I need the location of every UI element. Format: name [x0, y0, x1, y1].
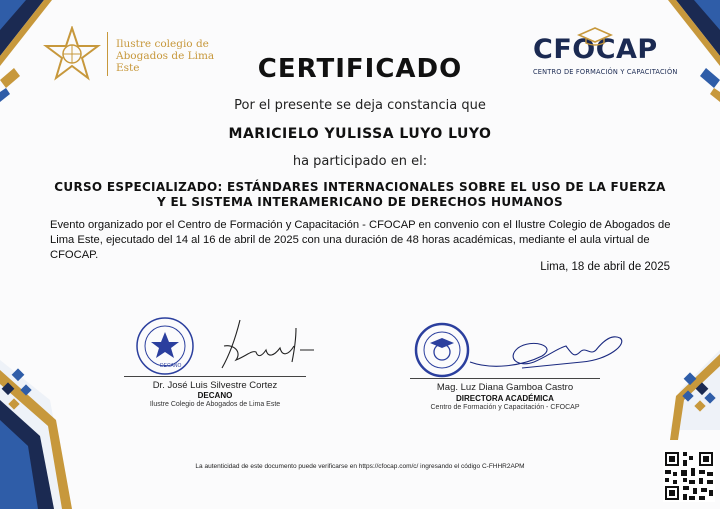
signer-2-role: DIRECTORA ACADÉMICA	[456, 394, 554, 403]
graduation-cap-icon	[577, 26, 613, 46]
signer-1-name: Dr. José Luis Silvestre Cortez	[152, 380, 278, 391]
decano-signature	[200, 316, 330, 374]
participated-text: ha participado en el:	[292, 154, 428, 169]
directora-signature	[462, 326, 638, 376]
signature-line-1	[124, 376, 306, 377]
seal-label: DECANO	[160, 363, 182, 369]
issue-date: Lima, 18 de abril de 2025	[540, 261, 670, 273]
qr-code[interactable]	[663, 450, 715, 502]
recipient-name: MARICIELO YULISSA LUYO LUYO	[228, 126, 492, 142]
signer-1-role: DECANO	[197, 391, 233, 400]
corner-decoration-bottom-left	[0, 340, 80, 509]
signer-1-org: Ilustre Colegio de Abogados de Lima Este	[149, 401, 281, 408]
cfocap-logo-text: CFOCAP	[533, 34, 658, 65]
course-name: CURSO ESPECIALIZADO: ESTÁNDARES INTERNACIONALES SOBRE EL USO DE LA FUERZA Y EL SISTEMA INTERAMERICANO DE DERECHOS HUMANOS	[54, 180, 666, 209]
colegio-logo-text: Ilustre colegio de Abogados de Lima Este	[116, 38, 215, 74]
signature-line-2	[410, 378, 600, 379]
certificate-title: CERTIFICADO	[257, 54, 463, 84]
intro-text: Por el presente se deja constancia que	[234, 98, 486, 113]
verification-text: La autenticidad de este documento puede verificarse en https://cfocap.com/c/ ingresando el código C-FHHR2APM	[195, 463, 525, 470]
event-description: Evento organizado por el Centro de Formación y Capacitación - CFOCAP en convenio con el Ilustre Colegio de Abogados de Lima Este, ejecutado del 14 al 16 de abril de 2025 con una duración de 48 horas académicas, mediante el aula virtual de CFOCAP.	[50, 219, 671, 261]
signer-2-name: Mag. Luz Diana Gamboa Castro	[436, 382, 574, 393]
cfocap-logo-subtitle: CENTRO DE FORMACIÓN Y CAPACITACIÓN	[533, 68, 678, 76]
signer-2-org: Centro de Formación y Capacitación - CFOCAP	[430, 404, 580, 411]
